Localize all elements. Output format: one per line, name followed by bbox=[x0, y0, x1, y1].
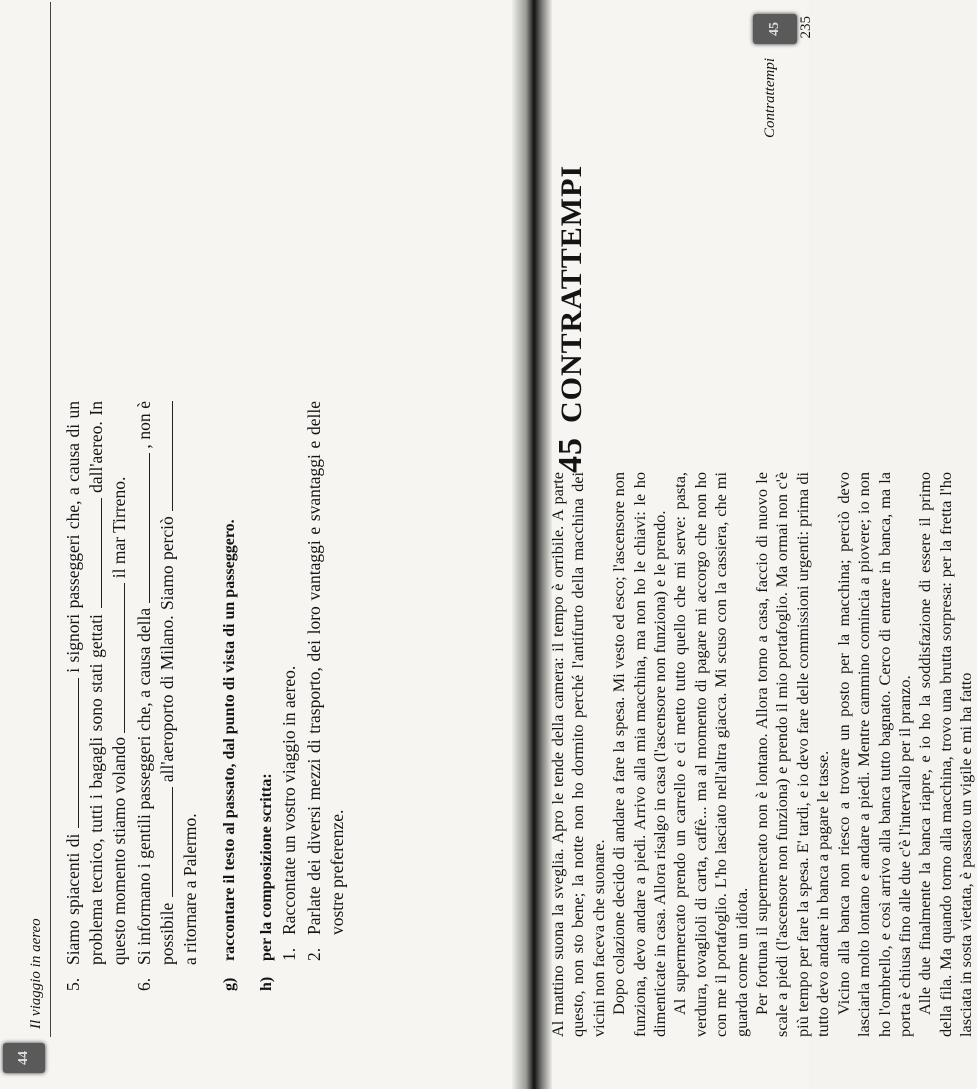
item-text: Parlate dei diversi mezzi di trasporto, dei loro vantaggi e svantaggi e delle vostre preferenze. bbox=[303, 401, 347, 935]
left-header-rule bbox=[50, 2, 51, 1037]
left-running-header: Il viaggio in aereo bbox=[28, 918, 44, 1029]
text-segment: , non è possibile bbox=[134, 400, 178, 965]
text-segment: all'aeroporto di Milano. Siamo perciò bbox=[157, 516, 178, 783]
section-h bbox=[256, 401, 278, 991]
fill-blank[interactable] bbox=[160, 401, 173, 511]
section-letter: h) bbox=[258, 976, 276, 991]
fill-blank[interactable] bbox=[66, 678, 79, 828]
paragraph-4: Per fortuna il supermercato non è lontano. Allora torno a casa, faccio di nuovo le scale a piedi (l'ascensore non funziona) e prendo il mio portafoglio. Ma ormai non c'è più tempo per fare la spesa. E' tardi, e io devo fare delle commissioni urgenti: prima di tutto devo andare in banca a pagare le tasse. bbox=[752, 472, 833, 1037]
composition-item-2 bbox=[303, 401, 349, 961]
exercise-text bbox=[62, 401, 131, 965]
paragraph-6: Alle due finalmente la banca riapre, e io ho la soddisfazione di essere il primo della fila. Ma quando torno alla macchina, trovo una brutta sorpresa: per la fretta l'ho lasciata in sosta vietata, è passato un vigile e mi ha fatto bbox=[915, 472, 976, 1037]
left-chapter-tab: 44 bbox=[3, 1043, 45, 1073]
composition-item-1 bbox=[278, 401, 301, 961]
paragraph-3: Al supermercato prendo un carrello e ci metto tutto quello che mi serve: pasta, verdura, tovaglioli di carta, caffè... ma al momento di pagare mi accorgo che non ho con me il portafoglio. L'ho lasciato nell'altra giacca. Mi scuso con la cassiera, che mi guarda come un idiota. bbox=[670, 472, 751, 1037]
fill-blank[interactable] bbox=[137, 453, 150, 603]
right-page-body-rotated-main bbox=[548, 54, 976, 1089]
text-segment: dall'aereo. In questo momento stiamo volando bbox=[86, 401, 130, 965]
page-number: 235 bbox=[798, 16, 814, 39]
right-chapter-tab: 45 bbox=[753, 14, 797, 44]
section-g bbox=[219, 401, 241, 991]
paragraph-2: Dopo colazione decido di andare a fare la spesa. Mi vesto ed esco; l'ascensore non funziona, devo andare a piedi. Arrivo alla mia macchina, ma non ho le chiavi: le ho dimenticate in casa. Allora risalgo in casa (l'ascensore non funziona) e le prendo. bbox=[609, 472, 670, 1037]
chapter-title: CONTRATTEMPI bbox=[555, 164, 588, 423]
text-segment: Si informano i gentili passeggeri che, a causa della bbox=[134, 607, 155, 965]
exercise-number: 5. bbox=[63, 977, 83, 991]
left-exercises bbox=[62, 401, 351, 991]
text-segment: i signori passeggeri che, a causa di un problema tecnico, tutti i bagagli sono stati gettati bbox=[63, 401, 107, 965]
fill-blank[interactable] bbox=[112, 583, 125, 733]
paragraph-5: Vicino alla banca non riesco a trovare un posto per la macchina; perciò devo lasciarla molto lontano e andare a piedi. Mentre cammino comincia a piovere; io non ho l'ombrello, e così arrivo alla banca tutto bagnato. Cerco di entrare in banca, ma la porta è chiusa fino alle due c'è l'intervallo per il pranzo. bbox=[833, 472, 914, 1037]
fill-blank[interactable] bbox=[89, 498, 102, 608]
chapter-number: 45 bbox=[552, 437, 589, 473]
section-text: per la composizione scritta: bbox=[258, 773, 276, 961]
section-text: raccontare il testo al passato, dal punto di vista di un passeggero. bbox=[220, 519, 238, 961]
item-text: Raccontate un vostro viaggio in aereo. bbox=[278, 665, 299, 935]
exercise-6 bbox=[133, 401, 202, 991]
item-number: 1. bbox=[278, 947, 299, 961]
text-segment: Siamo spiacenti di bbox=[63, 833, 83, 965]
paragraph-1: Al mattino suona la sveglia. Apro le tende della camera: il tempo è orribile. A parte questo, non sto bene; la notte non ho dormito perché l'antifurto della macchina dei vicini non faceva che suonare. bbox=[548, 472, 608, 1037]
exercise-5 bbox=[62, 401, 131, 991]
item-number: 2. bbox=[303, 947, 324, 961]
text-segment: il mar Tirreno. bbox=[109, 476, 130, 579]
right-running-header: Contrattempi bbox=[762, 58, 778, 139]
right-body-column bbox=[548, 472, 976, 1037]
exercise-number: 6. bbox=[134, 977, 155, 991]
text-segment: a ritornare a Palermo. bbox=[180, 813, 201, 965]
fill-blank[interactable] bbox=[160, 787, 173, 897]
section-letter: g) bbox=[220, 977, 238, 991]
exercise-text bbox=[133, 401, 202, 965]
